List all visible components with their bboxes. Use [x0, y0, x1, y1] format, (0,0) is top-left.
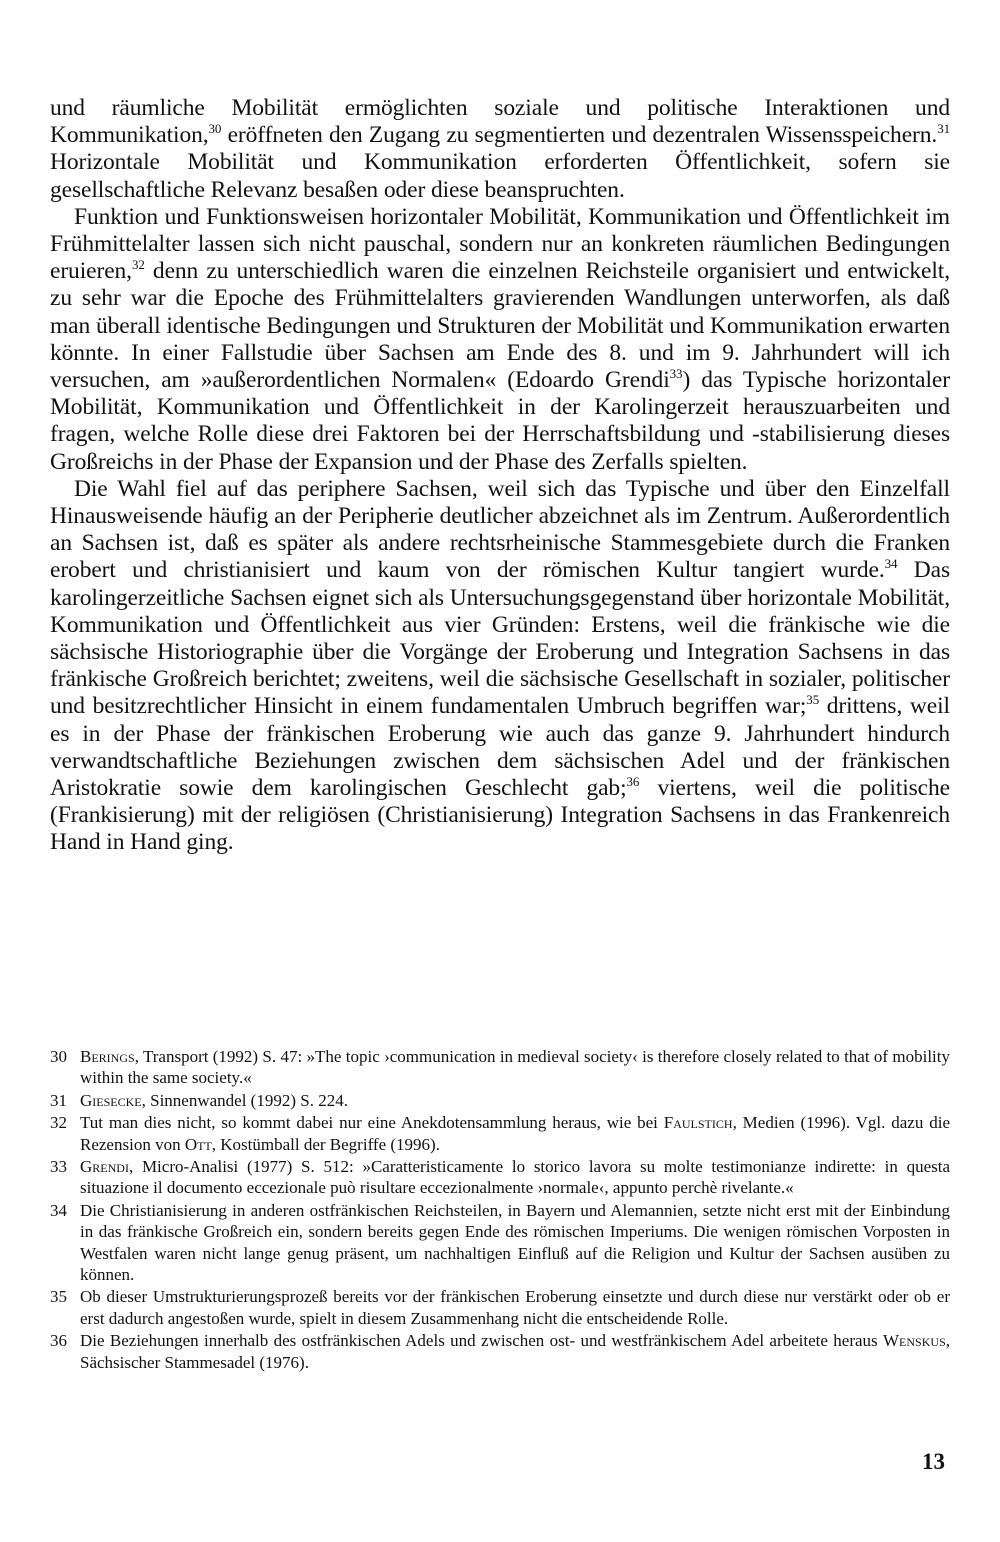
author-name: Wenskus: [883, 1331, 946, 1351]
author-name: Ott: [184, 1134, 212, 1154]
text-run: , Kostümball der Begriffe (1996).: [211, 1134, 440, 1154]
text-run: , Micro-Analisi (1977) S. 512: »Caratteristicamente lo storico lavora su molte testimonianze indirette: in questa situazione il documento eccezionale può risultare eccezionalmente ›normale‹, appunto perchè rivelante.«: [80, 1157, 950, 1198]
text-run: , Medien (1996). Vgl. dazu die Rezension von: [80, 1113, 950, 1154]
footnotes: [50, 1046, 950, 1374]
footnote: [50, 1046, 950, 1089]
author-name: Giesecke: [80, 1090, 142, 1110]
text-run: , Transport (1992) S. 47: »The topic ›communication in medieval society‹ is therefore closely related to that of mobility within the same society.«: [80, 1047, 950, 1088]
footnote-ref: 31: [937, 121, 950, 137]
text-run: denn zu unterschiedlich waren die einzelnen Reichsteile organisiert und entwickelt, zu sehr war die Epoche des Frühmittelalters gravierenden Wandlungen unterworfen, als daß man überall identische Bedingungen und Strukturen der Mobilität und Kommunikation erwarten könnte. In einer Fallstudie über Sachsen am Ende des 8. und im 9. Jahrhundert will ich versuchen, am »außerordentlichen Normalen« (Edoardo Grendi: [50, 258, 950, 394]
page-number: 13: [922, 1449, 945, 1474]
text-run: Die Beziehungen innerhalb des ostfränkischen Adels und zwischen ost- und westfränkischem Adel arbeitete heraus: [80, 1331, 884, 1351]
paragraph: [50, 476, 950, 857]
author-name: Faulstich: [663, 1113, 733, 1133]
author-name: Berings: [80, 1047, 135, 1066]
footnote-text: [80, 1112, 950, 1155]
footnote-ref: 36: [626, 774, 640, 790]
paragraph: [50, 204, 950, 476]
footnote-number: 31: [50, 1090, 67, 1110]
footnote-text: [80, 1156, 950, 1199]
paragraph: [50, 95, 950, 204]
footnote-ref: 32: [131, 257, 145, 273]
footnote: [50, 1330, 950, 1373]
text-run: Die Christianisierung in anderen ostfränkischen Reichsteilen, in Bayern und Alemannien, setzte nicht erst mit der Einbindung in das fränkische Großreich ein, sondern bereits gegen Ende des römischen Imperiums. Die wenigen römischen Vorposten in Westfalen waren nicht lange genug präsent, um nachhaltigen Einfluß auf die Religion und Kultur der Sachsen ausüben zu können.: [80, 1200, 950, 1285]
footnote-number: 30: [50, 1047, 67, 1066]
footnote-number: 36: [50, 1331, 67, 1351]
footnote-number: 33: [50, 1157, 67, 1177]
footnote-text: [80, 1090, 950, 1111]
footnote-ref: 34: [884, 556, 898, 572]
text-run: drittens, weil es in der Phase der fränkischen Eroberung wie auch das ganze 9. Jahrhundert hindurch verwandtschaftliche Beziehungen zwischen dem sächsischen Adel und der fränkischen Aristokratie sowie dem karolingischen Geschlecht gab;: [50, 693, 950, 802]
footnote-text: [80, 1046, 950, 1089]
text-run: eröffneten den Zugang zu segmentierten und dezentralen Wissensspeichern.: [221, 122, 938, 149]
text-run: Funktion und Funktionsweisen horizontaler Mobilität, Kommunikation und Öffentlichkeit im Frühmittelalter lassen sich nicht pauschal, sondern nur an konkreten räumlichen Bedingungen eruieren,: [50, 203, 950, 285]
footnote: [50, 1090, 950, 1111]
footnote: [50, 1200, 950, 1286]
text-run: ) das Typische horizontaler Mobilität, Kommunikation und Öffentlichkeit in der Karolingerzeit herauszuarbeiten und fragen, welche Rolle diese drei Faktoren bei der Herrschaftsbildung und -stabilisierung dieses Großreichs in der Phase der Expansion und der Phase des Zerfalls spielten.: [50, 367, 950, 475]
footnote: [50, 1286, 950, 1329]
main-text: [50, 95, 950, 857]
text-run: , Sächsischer Stammesadel (1976).: [80, 1331, 950, 1372]
text-run: viertens, weil die politische (Frankisierung) mit der religiösen (Christianisierung) Integration Sachsens in das Frankenreich Hand in Hand ging.: [50, 775, 950, 856]
footnote-ref: 30: [208, 121, 222, 137]
text-run: und räumliche Mobilität ermöglichten soziale und politische Interaktionen und Kommunikation,: [50, 95, 950, 149]
footnote-text: [80, 1330, 950, 1373]
text-run: Das karolingerzeitliche Sachsen eignet sich als Untersuchungsgegenstand über horizontale Mobilität, Kommunikation und Öffentlichkeit aus vier Gründen: Erstens, weil die fränkische wie die sächsische Historiographie über die Vorgänge der Eroberung und Integration Sachsens in das fränkische Großreich berichtet; zweitens, weil die sächsische Gesellschaft in sozialer, politischer und besitzrechtlicher Hinsicht in einem fundamentalen Umbruch begriffen war;: [50, 557, 950, 720]
footnote: [50, 1112, 950, 1155]
footnote-ref: 33: [669, 366, 683, 382]
text-run: Die Wahl fiel auf das periphere Sachsen, weil sich das Typische und über den Einzelfall Hinausweisende häufig an der Peripherie deutlicher abzeichnet als im Zentrum. Außerordentlich an Sachsen ist, daß es später als andere rechtsrheinische Stammesgebiete durch die Franken erobert und christianisiert und kaum von der römischen Kultur tangiert wurde.: [50, 475, 950, 584]
footnote-text: [80, 1286, 950, 1329]
author-name: Grendi: [80, 1157, 129, 1177]
footnote-number: 32: [50, 1113, 67, 1133]
footnote-ref: 35: [806, 692, 820, 708]
text-run: Horizontale Mobilität und Kommunikation erforderten Öffentlichkeit, sofern sie gesellschaftliche Relevanz besaßen oder diese beanspruchten.: [50, 149, 950, 203]
text-run: , Sinnenwandel (1992) S. 224.: [141, 1090, 348, 1110]
footnote: [50, 1156, 950, 1199]
footnote-number: 35: [50, 1287, 67, 1307]
text-run: Tut man dies nicht, so kommt dabei nur eine Anekdotensammlung heraus, wie bei: [80, 1113, 664, 1133]
footnote-text: [80, 1200, 950, 1286]
footnote-number: 34: [50, 1200, 67, 1220]
text-run: Ob dieser Umstrukturierungsprozeß bereits vor der fränkischen Eroberung einsetzte und durch diese nur verstärkt oder ob er erst dadurch angestoßen wurde, spielt in diesem Zusammenhang nicht die entscheidende Rolle.: [80, 1287, 950, 1328]
